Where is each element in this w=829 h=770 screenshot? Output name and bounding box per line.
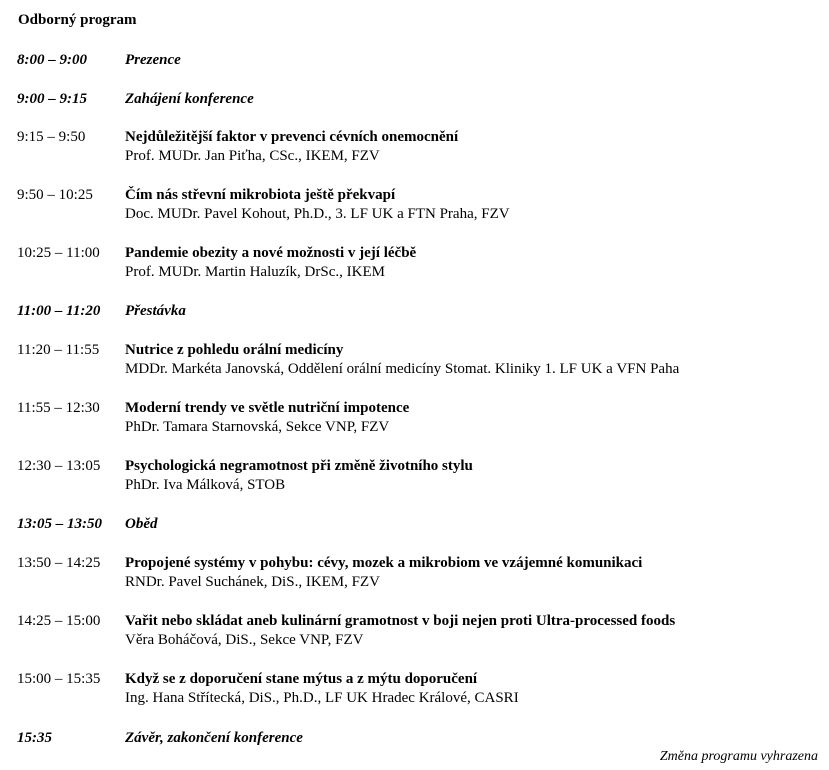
program-item-speaker: RNDr. Pavel Suchánek, DiS., IKEM, FZV [125, 574, 380, 590]
program-item-title: Psychologická negramotnost při změně životního stylu [125, 458, 473, 474]
program-item-title: Nejdůležitější faktor v prevenci cévních onemocnění [125, 129, 459, 145]
program-item-speaker: PhDr. Iva Málková, STOB [125, 477, 286, 493]
program-item-speaker: PhDr. Tamara Starnovská, Sekce VNP, FZV [125, 419, 390, 435]
program-item-title: Prezence [125, 52, 181, 68]
program-item-title: Propojené systémy v pohybu: cévy, mozek a mikrobiom ve vzájemné komunikaci [125, 555, 643, 571]
program-item-speaker: MDDr. Markéta Janovská, Oddělení orální medicíny Stomat. Kliniky 1. LF UK a VFN Paha [125, 361, 680, 377]
program-item-title: Moderní trendy ve světle nutriční impotence [125, 400, 410, 416]
program-item-time: 11:00 – 11:20 [17, 303, 101, 319]
program-item-speaker: Věra Boháčová, DiS., Sekce VNP, FZV [125, 632, 364, 648]
program-item-time: 9:50 – 10:25 [17, 187, 93, 203]
program-item-time: 9:00 – 9:15 [17, 91, 87, 107]
program-item-title: Nutrice z pohledu orální medicíny [125, 342, 344, 358]
program-item-title: Přestávka [125, 303, 186, 319]
page-title: Odborný program [18, 12, 137, 28]
program-item-speaker: Prof. MUDr. Jan Piťha, CSc., IKEM, FZV [125, 148, 380, 164]
program-item-time: 15:00 – 15:35 [17, 671, 101, 687]
program-item-title: Když se z doporučení stane mýtus a z mýtu doporučení [125, 671, 478, 687]
program-item-time: 8:00 – 9:00 [17, 52, 87, 68]
program-item-time: 9:15 – 9:50 [17, 129, 86, 145]
program-change-note: Změna programu vyhrazena [659, 749, 818, 764]
program-item-title: Vařit nebo skládat aneb kulinární gramotnost v boji nejen proti Ultra-processed foods [125, 613, 676, 629]
program-item-title: Závěr, zakončení konference [125, 730, 303, 746]
program-item-title: Čím nás střevní mikrobiota ještě překvapí [125, 187, 396, 203]
program-item-time: 10:25 – 11:00 [17, 245, 100, 261]
program-item-time: 11:20 – 11:55 [17, 342, 100, 358]
program-item-time: 11:55 – 12:30 [17, 400, 100, 416]
program-item-title: Oběd [125, 516, 158, 532]
program-item-time: 15:35 [17, 730, 52, 746]
program-item-speaker: Prof. MUDr. Martin Haluzík, DrSc., IKEM [125, 264, 385, 280]
program-item-time: 12:30 – 13:05 [17, 458, 101, 474]
program-item-time: 13:05 – 13:50 [17, 516, 102, 532]
program-item-speaker: Doc. MUDr. Pavel Kohout, Ph.D., 3. LF UK a FTN Praha, FZV [125, 206, 510, 222]
program-item-time: 13:50 – 14:25 [17, 555, 101, 571]
program-item-speaker: Ing. Hana Střítecká, DiS., Ph.D., LF UK Hradec Králové, CASRI [125, 690, 519, 706]
program-item-time: 14:25 – 15:00 [17, 613, 101, 629]
program-item-title: Zahájení konference [125, 91, 254, 107]
program-item-title: Pandemie obezity a nové možnosti v její léčbě [125, 245, 417, 261]
